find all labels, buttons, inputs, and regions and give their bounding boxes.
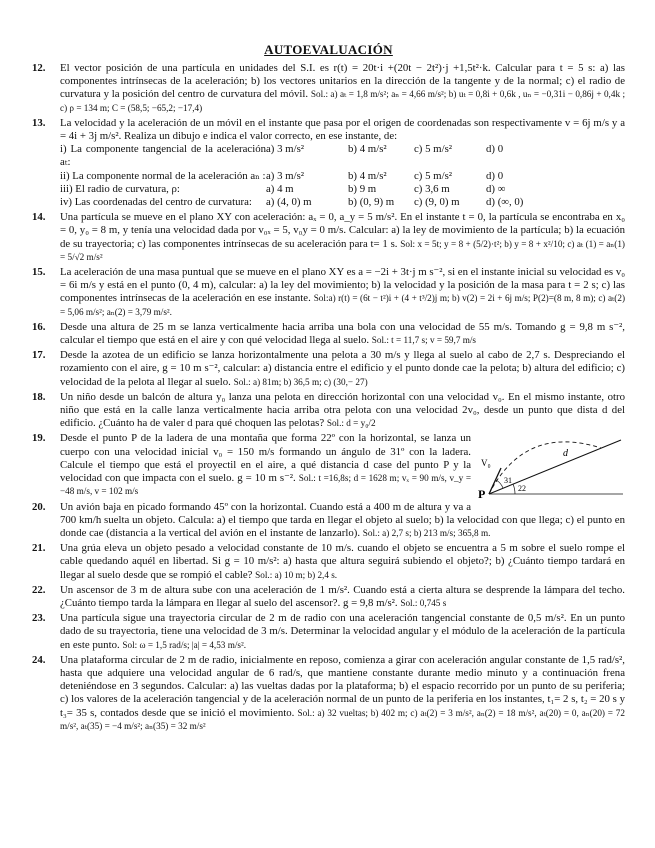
problem-text: Un avión baja en picado formando 45º con la horizontal. Cuando está a 400 m de altura y va a 700 km/h suelta un objeto. Calcula: a) el tiempo que tarda en llegar el objeto al suelo; b) la velocidad con que llega; c) el punto en donde cae (distancia a la vertical del avión en el instante de lanzarlo). [60, 500, 625, 539]
option-c: c) 3,6 m [414, 182, 450, 195]
option-a: a) 4 m [266, 182, 294, 195]
slope-line [489, 440, 621, 494]
problem-12 [32, 62, 625, 115]
problem-number: 21. [32, 542, 46, 555]
option-c: c) 5 m/s² [414, 143, 453, 156]
solution-text: Sol.: t = 11,7 s; v = 59,7 m/s [371, 335, 476, 346]
options-row [60, 183, 625, 196]
solution-text: Sol.: t =16,8s; d = 1628 m; vₓ = 90 m/s, v_y = −48 m/s, v = 102 m/s [60, 473, 472, 497]
problem-number: 14. [32, 211, 46, 224]
solution-text: Sol.: a) 81m; b) 36,5 m; c) (30,− 27) [233, 376, 368, 387]
problem-number: 19. [32, 432, 46, 445]
option-d: d) ∞ [486, 182, 506, 195]
options-row [60, 143, 625, 169]
problem-text: Una grúa eleva un objeto pesado a velocidad constante de 10 m/s. cuando el objeto se encuentra a 5 m sobre el suelo rompe el cable quedando aquél en libertad. Si g = 10 m/s²: a) hasta que altura seguirá subiendo el objeto?; b) ¿Cuánto tiempo tardará en llegar al suelo desde que se rompió el cable? [60, 542, 625, 581]
problem-text: La velocidad y la aceleración de un móvil en el instante que pasa por el origen de coordenadas son respectivamente v = 6j m/s y a = 4i + 3j m/s². Realiza un dibujo e indica el valor correcto, en ese instante, de: [60, 116, 625, 143]
solution-text: Sol.: a) 2,7 s; b) 213 m/s; 365,8 m. [362, 527, 491, 538]
option-label: i) La componente tangencial de la aceleración aₜ: [60, 143, 266, 169]
problem-text: Desde el punto P de la ladera de una montaña que forma 22º con la horizontal, se lanza un cuerpo con una velocidad inicial v₀ = 150 m/s formando un ángulo de 31º con la ladera. Calcule el tiempo que está el proyectil en el aire, a qué distancia d case del punto P y la velocidad con que impacta con el suelo. g = 10 m s⁻². [60, 432, 471, 485]
problem-text: Desde la azotea de un edificio se lanza horizontalmente una pelota a 30 m/s y llega al suelo al cabo de 2,7 s. Despreciando el rozamiento con el aire, g = 10 m s⁻², calcular: a) distancia entre el edificio y el punto donde cae la pelota; b) altura del edificio; c) velocidad de la pelota al llegar al suelo. [60, 349, 625, 388]
problem-text: El vector posición de una partícula en unidades del S.I. es r(t) = 20t·i +(20t − 2t²)·j +1,5t²·k. Calcular para t = 5 s: a) las componentes intrínsecas de la aceleración; b) los vectores unitarios en la dirección de la tangente y de la normal; c) el radio de curvatura y la posición del centro de curvatura del móvil. [60, 62, 625, 101]
problem-text: La aceleración de una masa puntual que se mueve en el plano XY es a = −2i + 3t·j m s⁻², si en el instante inicial su velocidad es v₀ = 6i m/s y está en el punto (0, 4 m), calcular: a) la ley del movimiento; b) la velocidad y la posición de la masa para t = 2 s; c) las componentes intrínsecas de la aceleración en ese instante. [60, 266, 625, 305]
problem-number: 23. [32, 612, 46, 625]
option-b: b) (0, 9) m [348, 196, 395, 209]
problem-21 [32, 542, 625, 582]
option-c: c) 5 m/s² [414, 169, 453, 182]
solution-text: Sol: x = 5t; y = 8 + (5/2)·t²; b) y = 8 + x²/10; c) aₜ (1) = aₙ(1) = 5/√2 m/s² [60, 238, 625, 262]
option-label: iii) El radio de curvatura, ρ: [60, 182, 180, 195]
problem-number: 18. [32, 390, 46, 403]
problem-text: Desde una altura de 25 m se lanza verticalmente hacia arriba una bola con una velocidad de 55 m/s. Tomando g = 9,8 m s⁻², calcular el tiempo que está en el aire y con qué velocidad llega al suelo. [60, 320, 625, 347]
option-a: a) (4, 0) m [266, 196, 312, 209]
problem-13 [32, 117, 625, 209]
option-b: b) 4 m/s² [348, 169, 387, 182]
problem-number: 22. [32, 583, 46, 596]
options-row [60, 170, 625, 183]
problem-text: Una plataforma circular de 2 m de radio, inicialmente en reposo, comienza a girar con aceleración angular constante de 1,5 rad/s², hasta que adquiere una velocidad angular de 6 rad/s, que mantiene constante durante medio minuto y a continuación frena deteniéndose en 3 segundos. Calcular: a) las vueltas dadas por la plataforma; b) el espacio recorrido por un punto de su periferia; c) los valores de la aceleración tangencial y de la aceleración normal de un punto de la periferia en los instantes, t₁= 2 s, t₂ = 20 s y t₃= 35 s, contados desde que se inició el movimiento. [60, 653, 625, 719]
problem-number: 17. [32, 349, 46, 362]
solution-text: Sol.: a) aₜ = 1,8 m/s²; aₙ = 4,66 m/s²; b) uₜ = 0,8i + 0,6k , uₙ = −0,31i − 0,86j + 0,4k ; c) ρ = 134 m; C = (58,5; −65,2; −17,4) [60, 89, 625, 113]
problem-15 [32, 266, 625, 319]
option-b: b) 4 m/s² [348, 143, 387, 156]
angle-22-label: 22 [518, 484, 526, 494]
problem-18 [32, 391, 625, 431]
problem-text: Una partícula sigue una trayectoria circular de 2 m de radio con una aceleración tangencial constante de 0,5 m/s². En un punto dado de su trayectoria, tiene una velocidad de 3 m/s. Determinar la velocidad angular y el módulo de la aceleración de la partícula en este punto. [60, 612, 625, 651]
option-c: c) (9, 0) m [414, 196, 460, 209]
problem-text: Un ascensor de 3 m de altura sube con una aceleración de 1 m/s². Cuando está a cierta altura se desprende la lámpara del techo. ¿Cuánto tiempo tarda la lámpara en llegar al suelo del ascensor?. g = 9,8 m/s². [60, 583, 625, 609]
problem-number: 24. [32, 653, 46, 666]
problem-number: 16. [32, 320, 46, 333]
options-row [60, 196, 625, 209]
problem-text: Un niño desde un balcón de altura y₀ lanza una pelota en dirección horizontal con una velocidad v₀. En el mismo instante, otro niño que está en la calle lanza verticalmente hacia arriba otra pelota con una velocidad 2v₀, desde un punto que dista d del edificio. ¿Cuánto ha de valer d para qué choquen las pelotas? [60, 390, 625, 430]
solution-text: Sol.: a) 32 vueltas; b) 402 m; c) aₜ(2) = 3 m/s², aₙ(2) = 18 m/s², aₜ(20) = 0, aₙ(20) = 72 m/s², aₜ(35) = −4 m/s²; aₙ(35) = 32 m/s² [60, 707, 625, 731]
solution-text: Sol.: 0,745 s [400, 597, 447, 608]
option-label: ii) La componente normal de la aceleración aₙ : [60, 169, 266, 182]
problem-17 [32, 349, 625, 389]
point-p-label: P [478, 487, 486, 502]
page-title: AUTOEVALUACIÓN [264, 42, 393, 57]
solution-text: Sol.: d = y₀/2 [326, 418, 376, 429]
problem-16 [32, 321, 625, 347]
solution-text: Sol: ω = 1,5 rad/s; |a| = 4,53 m/s². [122, 639, 247, 650]
problem-number: 15. [32, 266, 46, 279]
problem-23 [32, 612, 625, 652]
distance-label: d [563, 448, 568, 460]
problem-19 [32, 432, 625, 502]
problem-22 [32, 584, 625, 610]
problem-24 [32, 654, 625, 733]
v0-label: V₀ [481, 458, 491, 469]
solution-text: Sol:a) r(t) = (6t − t²)i + (4 + t³/2)j m; b) v(2) = 2i + 6j m/s; P(2)=(8 m, 8 m); c) aₜ(2) = 5,06 m/s²; aₙ(2) = 3,79 m/s². [60, 293, 626, 317]
option-d: d) 0 [486, 169, 504, 182]
problem-text: Una partícula se mueve en el plano XY con aceleración: aₓ = 0, a_y = 5 m/s². En el instante t = 0, la partícula se encontraba en x₀ = 0, y₀ = 8 m, y tenía una velocidad dada por v₀ₓ = 5, v₀y = 0 m/s. Calcular: a) la ley de movimiento de la partícula; b) la ecuación de su trayectoria; c) las componentes intrínsecas de su aceleración para t= 1 s. [60, 211, 625, 250]
option-label: iv) Las coordenadas del centro de curvatura: [60, 196, 252, 209]
option-d: d) (∞, 0) [486, 196, 524, 209]
problem-number: 13. [32, 116, 46, 129]
angle-22-arc [513, 484, 515, 494]
trajectory-path [489, 442, 601, 494]
option-a: a) 3 m/s² [266, 143, 305, 156]
angle-31-label: 31 [504, 476, 512, 486]
problem-14 [32, 211, 625, 264]
option-a: a) 3 m/s² [266, 169, 305, 182]
option-b: b) 9 m [348, 182, 377, 195]
option-d: d) 0 [486, 143, 504, 156]
problem-20 [32, 501, 625, 541]
angle-31-arc [496, 480, 503, 488]
problem-number: 12. [32, 62, 46, 74]
solution-text: Sol.: a) 10 m; b) 2,4 s. [255, 569, 338, 580]
slope-trajectory-figure [475, 430, 625, 504]
problem-number: 20. [32, 500, 46, 513]
